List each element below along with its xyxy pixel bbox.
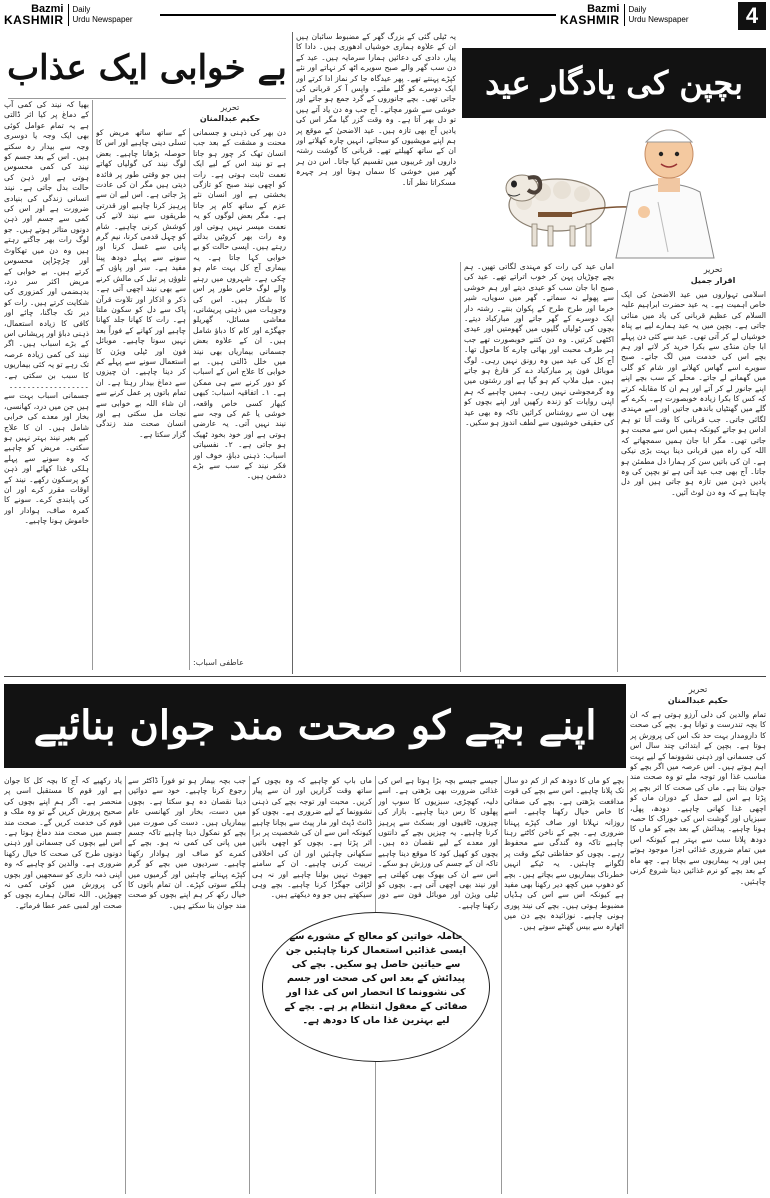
column-rule bbox=[617, 290, 618, 672]
brand-tagline: Daily Urdu Newspaper bbox=[72, 5, 133, 24]
column-rule bbox=[189, 128, 190, 670]
byline: تحریر حکیم عبدالمنان bbox=[667, 685, 729, 705]
column-rule bbox=[501, 776, 502, 1194]
page-number: 4 bbox=[738, 2, 766, 30]
article-title: بے خوابی ایک عذاب bbox=[7, 48, 287, 88]
byline: تحریر حکیم عبدالمنان bbox=[199, 103, 261, 123]
article-column: ماں باپ کو چاہیے کہ وہ بچوں کے ساتھ وقت گزاریں اور ان سے پیار کریں۔ محبت اور توجہ بچے کی ذہنی نشوونما کے لیے ضروری ہے۔ بچوں کو ڈانٹ ڈپٹ اور مار پیٹ سے بچانا چاہیے کیونکہ اس سے ان کی شخصیت پر برا اثر پڑتا ہے۔ بچوں کو اچھی باتیں سکھانی چاہئیں اور ان کی اخلاقی تربیت کرنی چاہیے۔ ان کے سامنے جھوٹ نہیں بولنا چاہیے اور نہ ہی لڑائی جھگڑا کرنا چاہیے۔ بچے وہی سیکھتے ہیں جو وہ دیکھتے ہیں۔ bbox=[252, 776, 372, 900]
brand-tagline: Daily Urdu Newspaper bbox=[628, 5, 689, 24]
column-rule bbox=[627, 776, 628, 1194]
article-column: اماں عید کی رات کو مہندی لگاتی تھیں۔ ہم بچے چوڑیاں پہن کر خوب اتراتے تھے۔ عید کی صبح ابا جان سب کو عیدی دیتے اور ہم خوشی سے پھولے نہ سماتے۔ گھر میں سویاں، شیر خرما اور طرح طرح کے پکوان بنتے۔ رشتہ دار ایک دوسرے کے گھر جاتے اور مبارکباد دیتے۔ بچوں کی ٹولیاں گلیوں میں گھومتیں اور عیدی اکٹھی کرتیں۔ وہ دن کتنے خوبصورت تھے جب ہر طرف محبت اور بھائی چارے کا ماحول تھا۔ آج کل کی عید میں وہ رونق نہیں رہی۔ لوگ موبائل فون پر مبارکباد دے کر فارغ ہو جاتے ہیں۔ میل ملاپ کم ہو گیا ہے اور رشتوں میں وہ گرمجوشی نہیں رہی۔ ہمیں چاہیے کہ ہم اپنی روایات کو زندہ رکھیں اور اپنے بچوں کو بھی ان سے روشناس کرائیں تاکہ وہ بھی عید کی حقیقی خوشیوں سے لطف اندوز ہو سکیں۔ bbox=[464, 262, 614, 428]
title-underline bbox=[8, 98, 286, 99]
boy-with-ram-illustration bbox=[462, 120, 766, 260]
brand-logo: Bazmi KASHMIR bbox=[4, 4, 69, 26]
masthead-right bbox=[560, 0, 766, 30]
article-column: کے ساتھ ساتھ مریض کو تسلی دینی چاہیے اور اس کا حوصلہ بڑھانا چاہیے۔ بعض لوگ نیند کی گولیاں کھاتے ہیں جو وقتی طور پر فائدہ دیتی ہیں مگر ان کی عادت پڑ جاتی ہے۔ اس لیے ان سے پرہیز کرنا چاہیے اور قدرتی طریقوں سے نیند لانے کی کوشش کرنی چاہیے۔ شام کو چہل قدمی کرنا، نیم گرم پانی سے غسل کرنا اور سونے سے پہلے دودھ پینا مفید ہے۔ سر اور پاؤں کے تلوؤں پر تیل کی مالش کرنے سے بھی نیند اچھی آتی ہے۔ ذکر و اذکار اور تلاوت قرآن پاک سے دل کو سکون ملتا ہے۔ رات کا کھانا جلد کھانا چاہیے اور کھانے کے فوراً بعد نہیں سونا چاہیے۔ موبائل فون اور ٹیلی ویژن کا استعمال سونے سے پہلے کم کر دینا چاہیے۔ ان چیزوں سے دماغ بیدار رہتا ہے۔ ان تمام باتوں پر عمل کرنے سے ان شاء اللہ بے خوابی سے نجات مل سکتی ہے اور انسان صحت مند زندگی گزار سکتا ہے۔ bbox=[96, 128, 186, 439]
column-rule bbox=[249, 776, 250, 1194]
article-column: یاد رکھیے کہ آج کا بچہ کل کا جوان ہے اور قوم کا مستقبل اسی پر منحصر ہے۔ اگر ہم اپنے بچوں کی صحیح پرورش کریں گے تو وہ ملک و قوم کی خدمت کریں گے۔ صحت مند جسم میں صحت مند دماغ ہوتا ہے۔ اس لیے بچوں کی جسمانی اور ذہنی دونوں طرح کی صحت کا خیال رکھنا ضروری ہے۔ والدین کو چاہیے کہ وہ اپنی ذمہ داری کو سمجھیں اور بچوں کی پرورش میں کوئی کمی نہ چھوڑیں۔ اللہ تعالیٰ ہمارے بچوں کو صحت اور لمبی عمر عطا فرمائے۔ bbox=[4, 776, 122, 910]
article-column: یہ ٹیلی گئی کے بزرگ گھر کے مضبوط سائبان ہیں ان کے علاوہ ہماری خوشیاں ادھوری ہیں۔ دادا کا پیار، دادی کی دعائیں ہمارا سرمایہ ہیں۔ عید کے دن سب گھر والے صبح سویرے اٹھ کر نہاتے اور نئے کپڑے پہنتے تھے۔ پھر عیدگاہ جا کر نماز ادا کرتے اور ایک دوسرے کو گلے ملتے۔ واپس آ کر قربانی کی جاتی تھی۔ بچے جانوروں کے گرد جمع ہو جاتے اور خوشی سے شور مچاتے۔ آج جب وہ دن یاد آتے ہیں تو دل بھر آتا ہے۔ وہ وقت گزر گیا مگر اس کی یادیں آج بھی تازہ ہیں۔ عید الاضحیٰ کے موقع پر ہم اپنے مویشیوں کو سجاتے، انہیں چارہ کھلاتے اور ان کے ساتھ کھیلتے تھے۔ قربانی کا گوشت رشتہ داروں اور غریبوں میں تقسیم کیا جاتا۔ اس دن ہر گھر میں خوشی کا سماں ہوتا اور ہر چہرہ مسکراتا نظر آتا۔ bbox=[296, 32, 456, 187]
brand-logo: Bazmi KASHMIR bbox=[560, 4, 625, 26]
column-rule bbox=[460, 262, 461, 672]
article-title: بچپن کی یادگار عید bbox=[462, 48, 766, 118]
column-rule bbox=[125, 776, 126, 1194]
article-column: بھیا کہ نیند کی کمی آپ کے دماغ پر کیا اثر ڈالتی ہے یہ تمام عوامل کوئی بھی ایک وجہ یا دوسری وجہ سے بیدار رہ سکتے ہیں۔ اس کے بعد جسم کو نیند کی کمی محسوس ہوتی ہے اور ذہن کی حالت بدل جاتی ہے۔ نیند انسانی زندگی کی بنیادی ضرورت ہے اور اس کی کمی سے جسم اور ذہن دونوں متاثر ہوتے ہیں۔ جو لوگ رات بھر جاگتے رہتے ہیں وہ دن میں تھکاوٹ اور چڑچڑاپن محسوس کرتے ہیں۔ بے خوابی کے مریض اکثر سر درد، بدہضمی اور کمزوری کی شکایت کرتے ہیں۔ رات کو دیر تک جاگنا، چائے اور کافی کا زیادہ استعمال، ذہنی دباؤ اور پریشانی اس کے بڑے اسباب ہیں۔ اگر نیند کی کمی زیادہ عرصہ تک رہے تو یہ کئی بیماریوں کا سبب بن سکتی ہے۔ ۔۔۔۔۔۔۔۔۔۔۔۔۔۔۔۔۔۔ جسمانی اسباب بہت سے ہیں جن میں درد، کھانسی، بخار اور معدے کی خرابی شامل ہیں۔ ان کا علاج کیے بغیر نیند بہتر نہیں ہو سکتی۔ مریض کو چاہیے کہ وہ سونے سے پہلے ہلکی غذا کھائے اور ذہن کو پرسکون رکھے۔ نیند کے اوقات مقرر کرے اور ان کی پابندی کرے۔ سونے کا کمرہ صاف، ہوادار اور خاموش ہونا چاہیے۔ bbox=[4, 100, 89, 526]
byline: تحریر اقرار جمیل bbox=[690, 265, 736, 285]
article-column: جب بچہ بیمار ہو تو فوراً ڈاکٹر سے رجوع کرنا چاہیے۔ خود سے دوائیں دینا نقصان دہ ہو سکتا ہے۔ بچوں میں دست، بخار اور کھانسی عام بیماریاں ہیں۔ دست کی صورت میں بچے کو نمکول دینا چاہیے تاکہ جسم میں پانی کی کمی نہ ہو۔ بچے کے کمرے کو صاف اور ہوادار رکھنا چاہیے۔ سردیوں میں بچے کو گرم کپڑے پہنانے چاہئیں اور گرمیوں میں ہلکے سوتی کپڑے۔ ان تمام باتوں کا خیال رکھ کر ہم اپنے بچوں کو صحت مند جوان بنا سکتے ہیں۔ bbox=[128, 776, 246, 910]
section-divider bbox=[4, 676, 766, 677]
article-column: جیسے جیسے بچہ بڑا ہوتا ہے اس کی غذائی ضرورت بھی بڑھتی ہے۔ اسے دلیہ، کھچڑی، سبزیوں کا سوپ اور پھلوں کا رس دینا چاہیے۔ بازار کی چیزوں، ٹافیوں اور بسکٹ سے پرہیز کرنا چاہیے۔ یہ چیزیں بچے کے دانتوں اور معدے کے لیے نقصان دہ ہیں۔ بچوں کو کھیل کود کا موقع دینا چاہیے تاکہ ان کے جسم کی ورزش ہو سکے۔ اس سے ان کی بھوک بھی کھلتی ہے اور نیند بھی اچھی آتی ہے۔ بچوں کو ٹیلی ویژن اور موبائل فون سے دور رکھنا چاہیے۔ bbox=[378, 776, 498, 910]
article-column: بچے کو ماں کا دودھ کم از کم دو سال تک پلانا چاہیے۔ اس سے بچے کی قوت مدافعت بڑھتی ہے۔ بچے کی صفائی کا خاص خیال رکھنا چاہیے۔ اسے روزانہ نہلانا اور صاف کپڑے پہنانا ضروری ہے۔ بچے کے ناخن کاٹتے رہنا چاہیے تاکہ وہ گندگی سے محفوظ رہے۔ بچوں کو حفاظتی ٹیکے وقت پر لگوانے چاہئیں۔ یہ ٹیکے انہیں خطرناک بیماریوں سے بچاتے ہیں۔ بچے کو دھوپ میں کچھ دیر رکھنا بھی مفید ہے کیونکہ اس سے اس کی ہڈیاں مضبوط ہوتی ہیں۔ بچے کی نیند پوری ہونی چاہیے۔ نوزائیدہ بچے دن میں اٹھارہ سے بیس گھنٹے سوتے ہیں۔ bbox=[504, 776, 624, 931]
article-title: اپنے بچے کو صحت مند جوان بنائیے bbox=[4, 684, 626, 768]
article-column: تمام والدین کی دلی آرزو ہوتی ہے کہ ان کا بچہ تندرست و توانا ہو۔ بچے کی صحت کا دارومدار بہت حد تک اس کی پرورش پر ہوتا ہے۔ بچپن کے ابتدائی چند سال اس کی جسمانی اور ذہنی نشوونما کے لیے بہت اہم ہوتے ہیں۔ اس عرصہ میں اگر بچے کو مناسب غذا اور توجہ ملے تو وہ صحت مند جوان بنتا ہے۔ ماں کی صحت کا اثر بچے پر پڑتا ہے اس لیے حمل کے دوران ماں کو اچھی غذا کھانی چاہیے۔ دودھ، پھل، سبزیاں اور گوشت اس کی خوراک کا حصہ ہونا چاہیے۔ پیدائش کے بعد بچے کو ماں کا دودھ پلانا سب سے بہتر ہے کیونکہ اس میں تمام ضروری غذائی اجزا موجود ہوتے ہیں اور یہ بیماریوں سے بچاتا ہے۔ چھ ماہ کے بعد بچے کو نرم غذائیں دینا شروع کرنی چاہئیں۔ bbox=[630, 710, 766, 886]
article-column: اسلامی تہواروں میں عید الاضحیٰ کی ایک خاص اہمیت ہے۔ یہ عید حضرت ابراہیم علیہ السلام کی عظیم قربانی کی یاد میں منائی جاتی ہے۔ بچپن میں یہ عید ہمارے لیے بے پناہ خوشیاں لے کر آتی تھی۔ عید سے کئی دن پہلے ابا جان منڈی سے بکرا خرید کر لاتے اور ہم بچے اس کی خدمت میں لگ جاتے۔ صبح سویرے اسے گھاس کھلانے اور شام کو گلی میں گھمانے لے جاتے۔ محلے کے سب بچے اپنے اپنے جانور لے کر آتے اور ہم ان کا مقابلہ کرتے کہ کس کا بکرا زیادہ خوبصورت ہے۔ بکرے کے گلے میں گھنٹیاں باندھی جاتیں اور اسے مہندی لگائی جاتی۔ جب قربانی کا وقت آتا تو ہم اداس ہو جاتے کیونکہ ہمیں اس سے محبت ہو جاتی تھی۔ مگر ابا جان ہمیں سمجھاتے کہ اللہ کی راہ میں قربانی دینا بہت بڑی نیکی ہے۔ ان کی باتیں سن کر ہمارا دل مطمئن ہو جاتا۔ آج بھی جب عید آتی ہے تو بچپن کی وہ یادیں ذہن میں تازہ ہو جاتی ہیں اور دل چاہتا ہے کہ وہ دن لوٹ آئیں۔ bbox=[621, 290, 766, 497]
article-divider bbox=[292, 32, 293, 674]
article-column: دن بھر کی ذہنی و جسمانی محنت و مشقت کے بعد جب انسان تھک کر چور ہو جاتا ہے تو نیند اس کے لیے ایک نعمت ثابت ہوتی ہے۔ رات کو اچھی نیند صبح کو تازگی بخشتی ہے اور انسان نئے عزم کے ساتھ کام پر جاتا ہے۔ مگر بعض لوگوں کو یہ نعمت میسر نہیں ہوتی اور وہ رات بھر کروٹیں بدلتے رہتے ہیں۔ ایسی حالت کو بے خوابی کہا جاتا ہے۔ یہ بیماری آج کل بہت عام ہو چکی ہے۔ شہروں میں رہنے والے لوگ خاص طور پر اس کا شکار ہیں۔ اس کی وجوہات میں ذہنی پریشانی، معاشی مسائل، گھریلو جھگڑے اور کام کا دباؤ شامل ہیں۔ ان کے علاوہ بعض جسمانی بیماریاں بھی نیند میں خلل ڈالتی ہیں۔ بے خوابی کا علاج اس کے اسباب کو دور کرنے سے ہی ممکن ہے۔ ۱۔ اتفاقیہ اسباب: کبھی کبھار کسی خاص واقعہ، خوشی یا غم کی وجہ سے نیند نہیں آتی۔ یہ عارضی ہوتی ہے اور خود بخود ٹھیک ہو جاتی ہے۔ ۲۔ نفسیاتی اسباب: ذہنی دباؤ، خوف اور فکر نیند کے سب سے بڑے دشمن ہیں۔ bbox=[193, 128, 286, 481]
column-rule bbox=[92, 100, 93, 670]
header-rule bbox=[160, 14, 556, 16]
section-label: عاطفی اسباب: bbox=[193, 658, 244, 667]
pull-quote: حاملہ خواتین کو معالج کے مشورے سے ایسی غذائیں استعمال کرنا چاہئیں جن سے حیاتین حاصل ہو سکیں۔ بچے کی پیدائش کے بعد اس کی صحت اور جسم کی نشوونما کا انحصار اس کی غذا اور صفائی کے معقول انتظام پر ہے۔ بچے کے لیے بہترین غذا ماں کا دودھ ہے۔ bbox=[284, 931, 468, 1026]
